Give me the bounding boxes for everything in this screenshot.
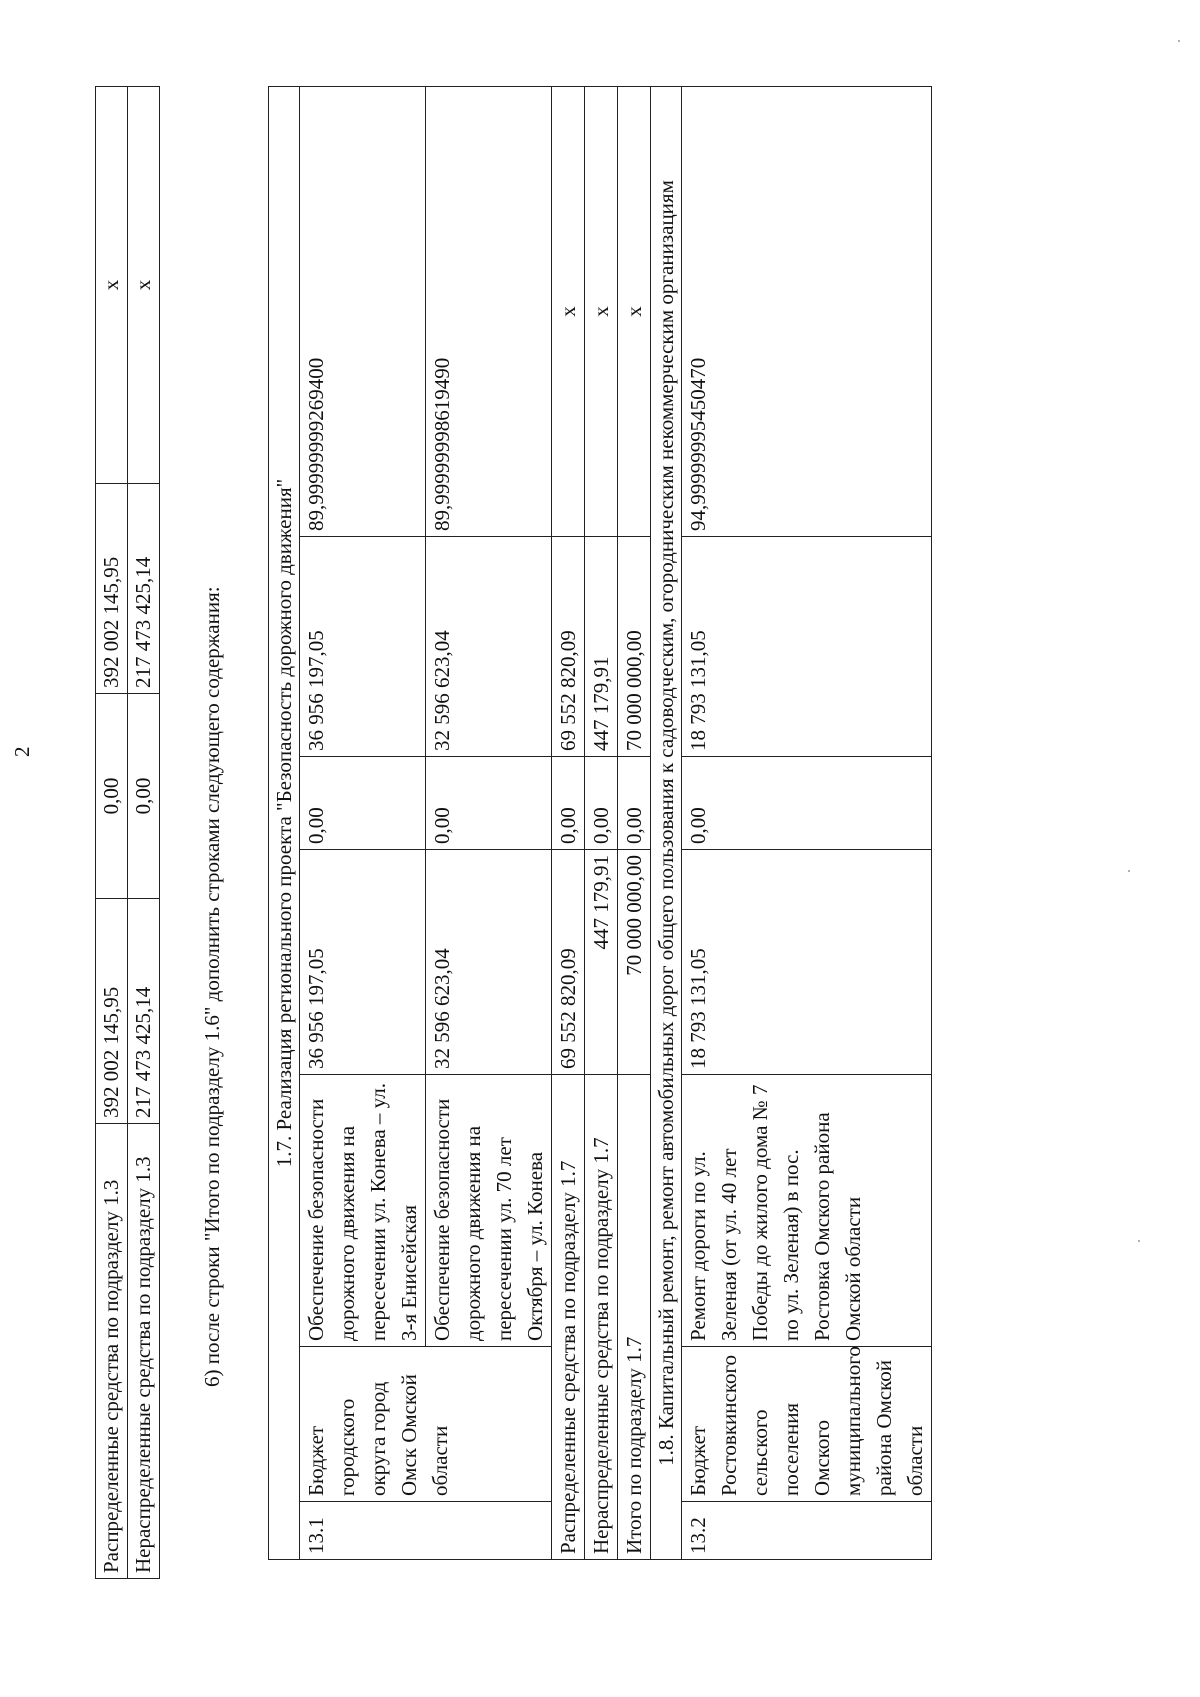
- amount-cell: 36 956 197,05: [300, 537, 426, 757]
- totals-row: [552, 87, 585, 1560]
- scan-speck: [1138, 1240, 1140, 1242]
- amount-cell: 0,00: [426, 757, 552, 850]
- object-name: Обеспечение безопасности дорожного движения на пересечении ул. 70 лет Октября – ул. Конева: [426, 1075, 552, 1347]
- amount-cell: 217 473 425,14: [128, 899, 160, 1124]
- totals-label: Итого по подразделу 1.7: [618, 1075, 651, 1560]
- table-row: [300, 87, 426, 1560]
- amount-cell: 69 552 820,09: [552, 537, 585, 757]
- x-mark: x: [128, 87, 160, 484]
- percent-cell: 94,99999995450470: [682, 87, 932, 537]
- row-number: 13.2: [682, 1502, 932, 1560]
- section-header-row: [269, 87, 300, 1560]
- object-name: Обеспечение безопасности дорожного движения на пересечении ул. Конева – ул. 3-я Енисейская: [300, 1075, 426, 1347]
- amount-cell: 0,00: [585, 757, 618, 850]
- amount-cell: 0,00: [618, 757, 651, 850]
- amount-cell: 69 552 820,09: [552, 850, 585, 1075]
- amount-cell: 447 179,91: [585, 850, 618, 1075]
- totals-label: Распределенные средства по подразделу 1.7: [552, 1075, 585, 1560]
- amount-cell: 0,00: [300, 757, 426, 850]
- x-mark: x: [552, 87, 585, 537]
- table-row: [426, 87, 552, 1560]
- percent-cell: 89,99999999269400: [300, 87, 426, 537]
- amount-cell: 0,00: [96, 694, 128, 899]
- table-row: [128, 87, 160, 1579]
- budget-name: Бюджет Ростовкинского сельского поселения Омского муниципального района Омской области: [682, 1347, 932, 1502]
- row-label: Распределенные средства по подразделу 1.3: [96, 1124, 128, 1579]
- totals-row: [585, 87, 618, 1560]
- budget-name: Бюджет городского округа город Омск Омской области: [300, 1347, 552, 1502]
- row-number: 13.1: [300, 1502, 552, 1560]
- amount-cell: 0,00: [128, 694, 160, 899]
- row-label: Нераспределенные средства по подразделу 1.3: [128, 1124, 160, 1579]
- amount-cell: 392 002 145,95: [96, 484, 128, 694]
- amount-cell: 18 793 131,05: [682, 850, 932, 1075]
- section-title: 1.8. Капитальный ремонт, ремонт автомобильных дорог общего пользования к садоводческим, огородническим некоммерческим организациям: [651, 87, 682, 1560]
- amount-cell: 0,00: [682, 757, 932, 850]
- x-mark: x: [585, 87, 618, 537]
- amount-cell: 0,00: [552, 757, 585, 850]
- table-row: [682, 87, 932, 1560]
- section-title: 1.7. Реализация регионального проекта "Безопасность дорожного движения": [269, 87, 300, 1560]
- percent-cell: 89,99999998619490: [426, 87, 552, 537]
- amount-cell: 32 596 623,04: [426, 537, 552, 757]
- amount-cell: 392 002 145,95: [96, 899, 128, 1124]
- x-mark: x: [96, 87, 128, 484]
- amount-cell: 18 793 131,05: [682, 537, 932, 757]
- section-header-row: [651, 87, 682, 1560]
- amount-cell: 32 596 623,04: [426, 850, 552, 1075]
- amount-cell: 36 956 197,05: [300, 850, 426, 1075]
- table-row: [96, 87, 128, 1579]
- x-mark: x: [618, 87, 651, 537]
- main-table: [268, 86, 932, 1560]
- scan-speck: [1178, 40, 1180, 42]
- totals-label: Нераспределенные средства по подразделу 1.7: [585, 1075, 618, 1560]
- amount-cell: 70 000 000,00: [618, 537, 651, 757]
- amount-cell: 447 179,91: [585, 537, 618, 757]
- page-number: 2: [10, 746, 34, 757]
- scan-speck: [1128, 870, 1130, 872]
- totals-row: [618, 87, 651, 1560]
- top-totals-table: [95, 86, 160, 1579]
- amount-cell: 217 473 425,14: [128, 484, 160, 694]
- intro-text: 6) после строки "Итого по подразделу 1.6" дополнить строками следующего содержания:: [200, 586, 224, 1387]
- object-name: Ремонт дороги по ул. Зеленая (от ул. 40 лет Победы до жилого дома № 7 по ул. Зеленая) в пос. Ростовка Омского района Омской области: [682, 1075, 932, 1347]
- amount-cell: 70 000 000,00: [618, 850, 651, 1075]
